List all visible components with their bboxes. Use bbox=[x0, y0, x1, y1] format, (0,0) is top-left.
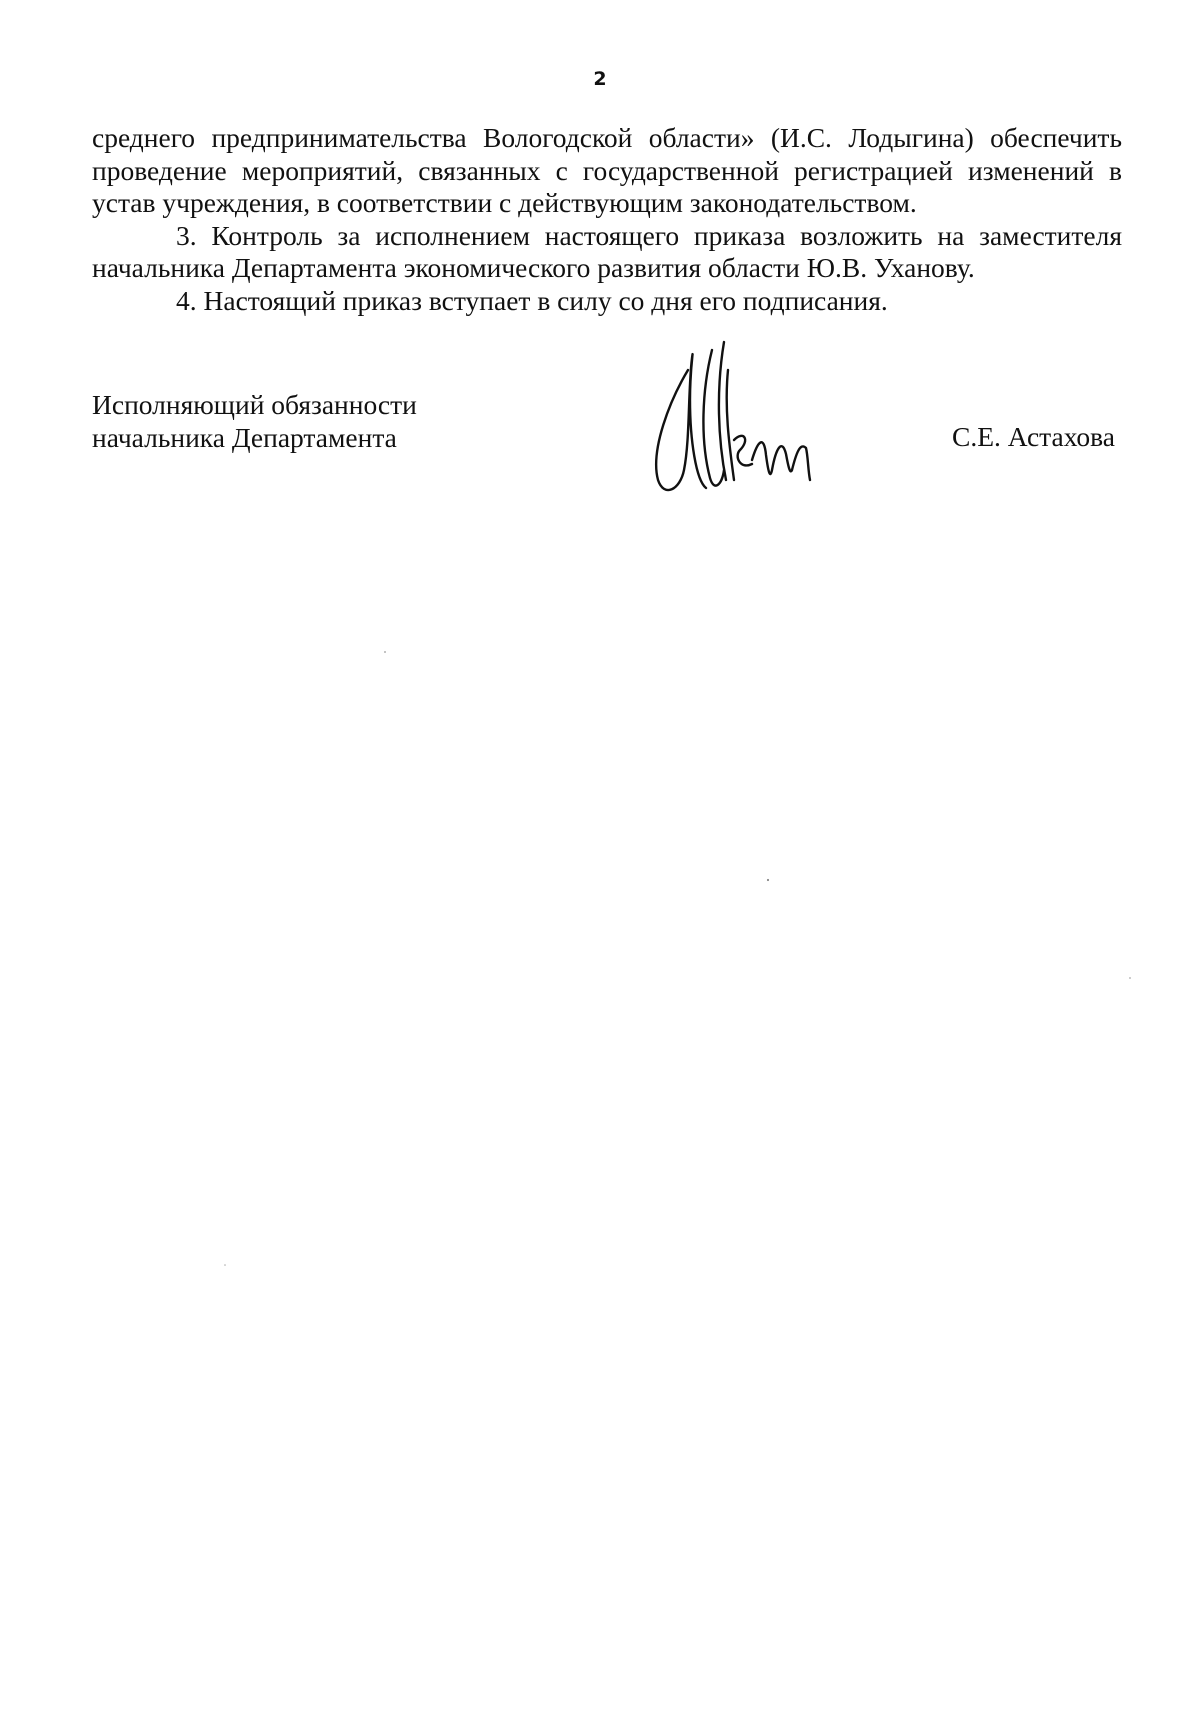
page-number: 2 bbox=[593, 68, 607, 90]
signer-name: С.Е. Астахова bbox=[952, 421, 1115, 452]
signer-position bbox=[92, 389, 417, 454]
paragraph-4: 4. Настоящий приказ вступает в силу со дня его подписания. bbox=[176, 284, 888, 316]
document-body bbox=[92, 122, 1122, 317]
signer-position-line1: Исполняющий обязанности bbox=[92, 389, 417, 420]
handwritten-signature bbox=[640, 330, 815, 500]
paragraph-continuation: среднего предпринимательства Вологодской области» (И.С. Лодыгина) обеспечить проведение мероприятий, связанных с государственной регистрацией изменений в устав учреждения, в соответствии с действующим законодательством. bbox=[92, 122, 1122, 218]
paragraph-3: 3. Контроль за исполнением настоящего приказа возложить на заместителя начальника Департамента экономического развития области Ю.В. Уханову. bbox=[92, 219, 1122, 283]
signer-position-line2: начальника Департамента bbox=[92, 421, 397, 453]
